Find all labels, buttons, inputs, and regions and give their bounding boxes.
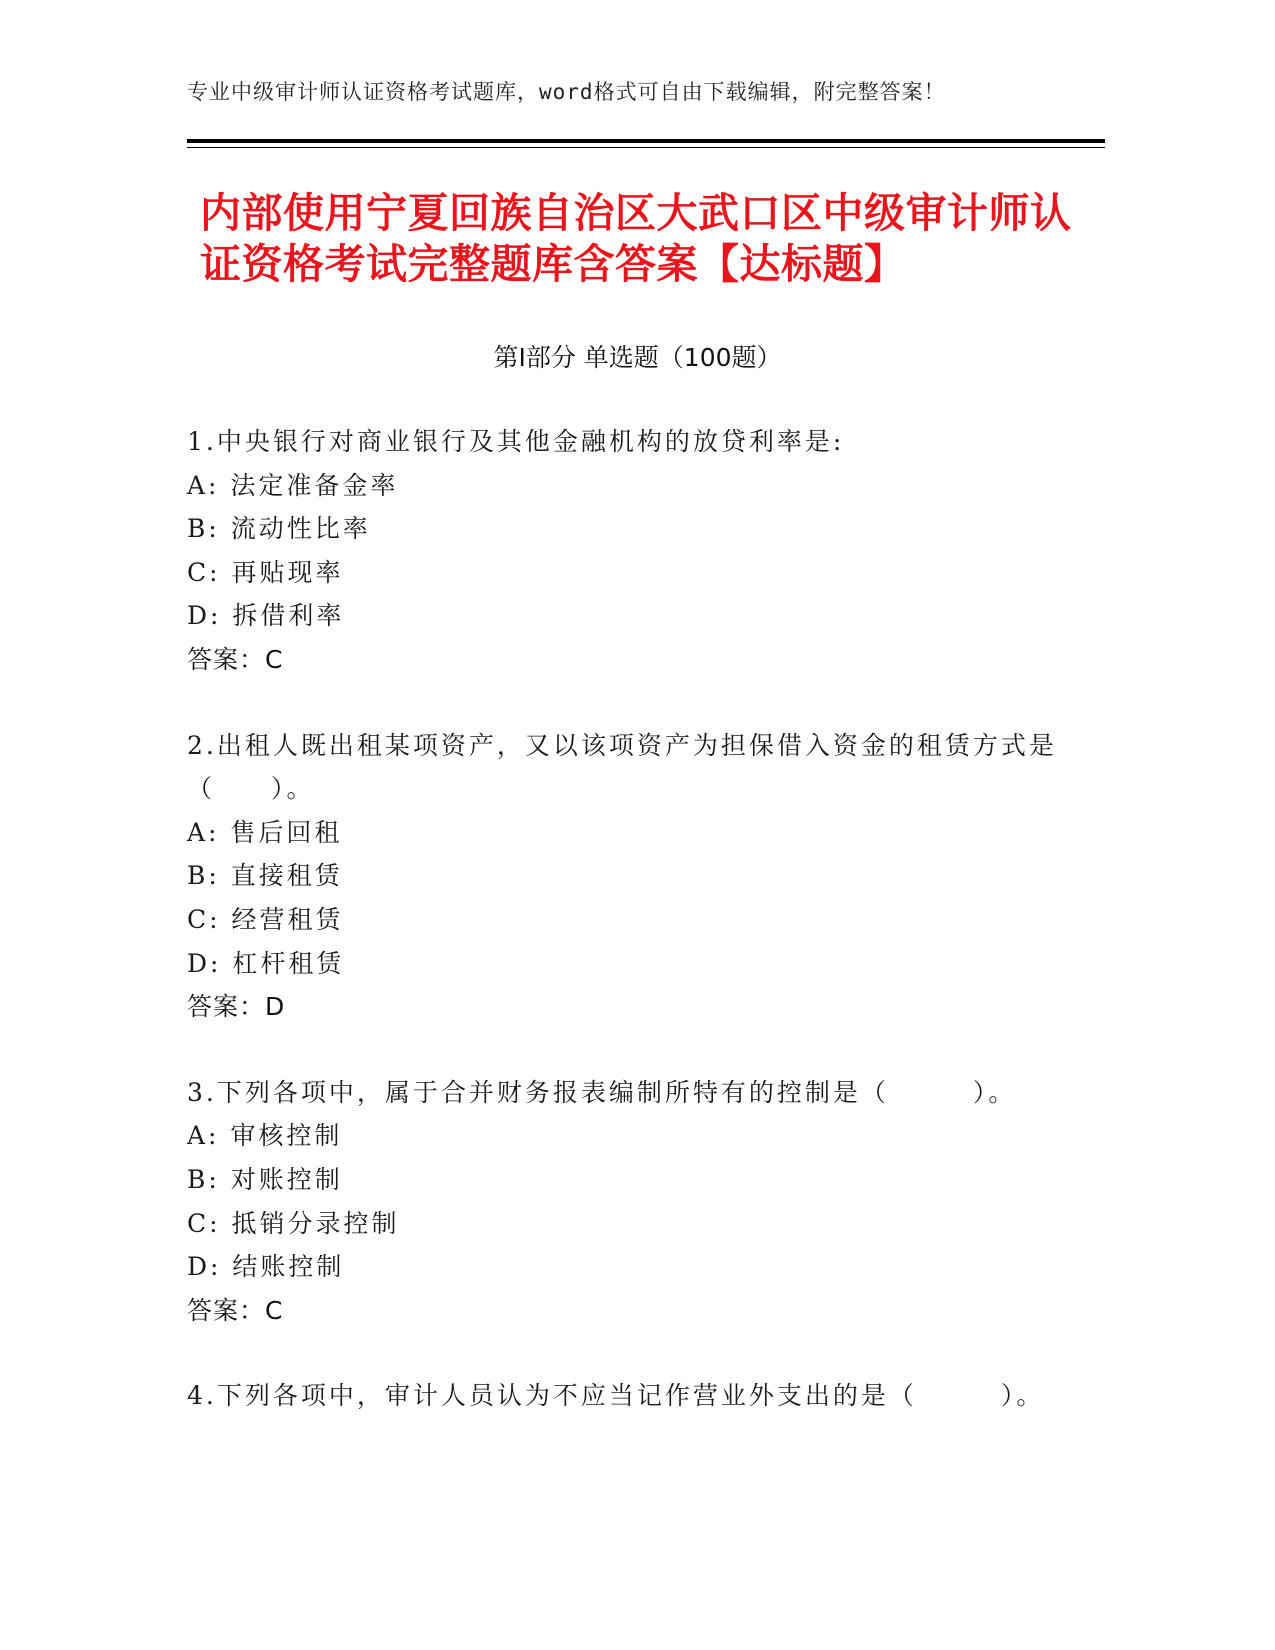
question-stem: 1.中央银行对商业银行及其他金融机构的放贷利率是:: [187, 427, 845, 456]
option-c: C: 抵销分录控制: [187, 1208, 400, 1238]
answer: 答案：C: [187, 1295, 284, 1325]
question-stem: 3.下列各项中，属于合并财务报表编制所特有的控制是（ ）。: [187, 1077, 1017, 1107]
question-1: [187, 420, 1067, 682]
answer: 答案：C: [187, 644, 284, 674]
answer: 答案：D: [187, 992, 286, 1022]
option-d: D: 拆借利率: [187, 601, 345, 631]
question-2: [187, 724, 1067, 1029]
section-title: 第Ⅰ部分 单选题（100题）: [493, 343, 782, 372]
question-3: [187, 1071, 1067, 1333]
option-a: A: 售后回租: [187, 817, 343, 847]
option-d: D: 杠杆租赁: [187, 948, 345, 978]
option-a: A: 法定准备金率: [187, 470, 399, 500]
question-4: [187, 1374, 1067, 1418]
header-note: 专业中级审计师认证资格考试题库，word格式可自由下载编辑，附完整答案！: [187, 80, 946, 104]
header-rule-thick: [187, 139, 1105, 143]
document-title: 内部使用宁夏回族自治区大武口区中级审计师认证资格考试完整题库含答案【达标题】: [200, 189, 1072, 288]
option-c: C: 经营租赁: [187, 904, 344, 934]
header-rule-thin: [187, 147, 1105, 148]
option-b: B: 对账控制: [187, 1164, 343, 1194]
question-list: [187, 420, 1067, 1460]
question-stem: 2.出租人既出租某项资产，又以该项资产为担保借入资金的租赁方式是（ ）。: [187, 730, 1057, 804]
question-stem: 4.下列各项中，审计人员认为不应当记作营业外支出的是（ ）。: [187, 1381, 1045, 1411]
option-b: B: 直接租赁: [187, 861, 343, 891]
option-a: A: 审核控制: [187, 1121, 343, 1151]
option-d: D: 结账控制: [187, 1252, 345, 1282]
option-c: C: 再贴现率: [187, 557, 344, 587]
option-b: B: 流动性比率: [187, 514, 371, 544]
